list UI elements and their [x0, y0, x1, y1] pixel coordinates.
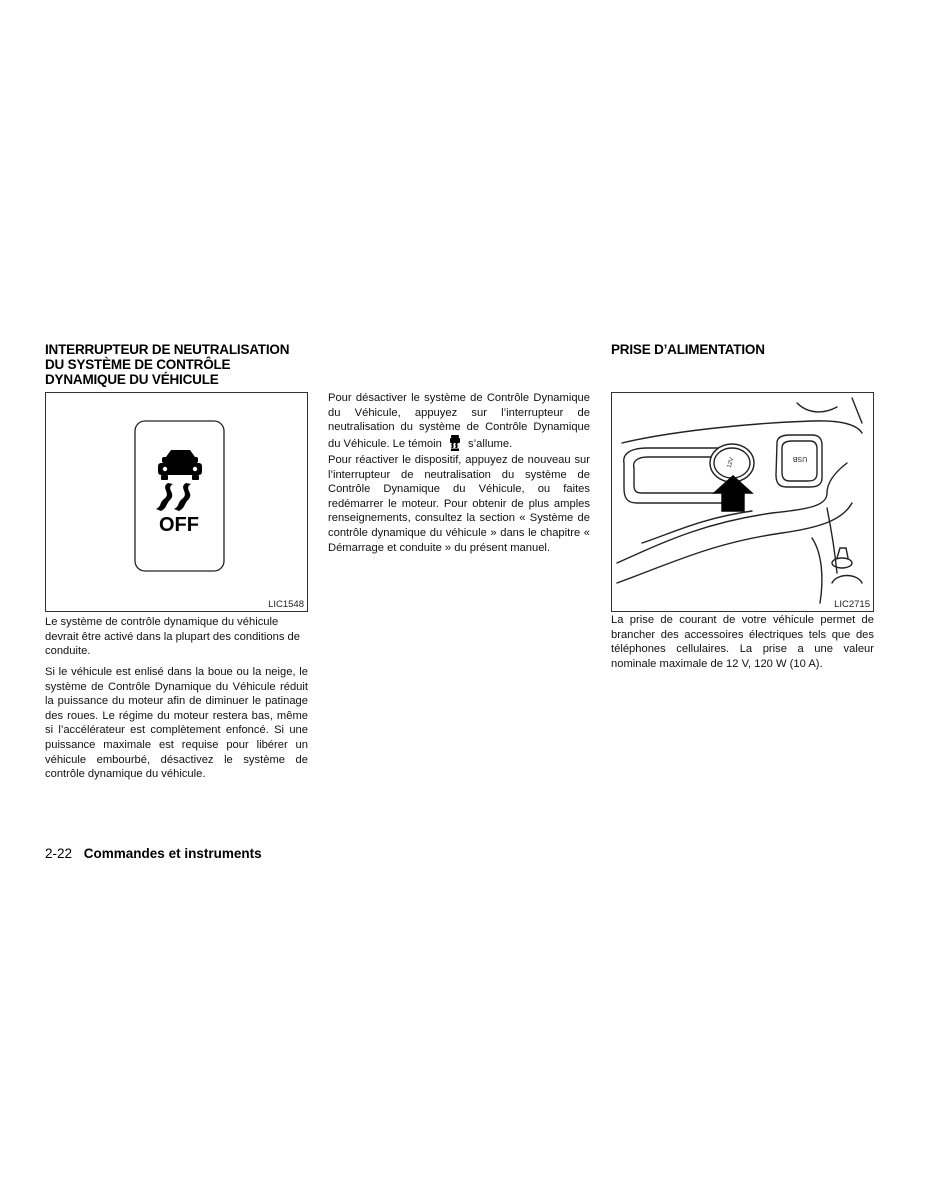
page-number: 2-22: [45, 846, 73, 861]
page-footer: [45, 846, 262, 861]
chapter-title: Commandes et instruments: [83, 846, 262, 861]
left-paragraph-1: Le système de contrôle dynamique du véhicule devrait être activé dans la plupart des conditions de conduite.: [45, 616, 300, 658]
figure-code-lic2715: LIC2715: [834, 599, 870, 610]
left-paragraph-2: Si le véhicule est enlisé dans la boue ou la neige, le système de Contrôle Dynamique du Véhicule réduit la puissance du moteur afin de diminuer le patinage des roues. Le régime du moteur restera bas, même si l’accélérateur est complètement enfoncé. Si une puissance maximale est requise pour libérer un véhicule embourbé, désactivez le système de contrôle dynamique du véhicule.: [45, 666, 308, 781]
heading-line-2: DU SYSTÈME DE CONTRÔLE: [45, 357, 231, 372]
usb-label: USB: [792, 455, 808, 462]
socket-cap-text: 12V: [726, 456, 736, 469]
off-label: OFF: [159, 514, 199, 536]
middle-paragraph-1-end: s’allume.: [468, 437, 513, 450]
right-paragraph: La prise de courant de votre véhicule permet de brancher des accessoires électriques tels que des téléphones cellulaires. La prise a une valeur nominale maximale de 12 V, 120 W (10 A).: [611, 614, 874, 670]
power-outlet-figure: [611, 392, 874, 612]
heading-line-3: DYNAMIQUE DU VÉHICULE: [45, 372, 219, 387]
vdc-off-switch-illustration: [46, 393, 307, 611]
middle-paragraph-1: [328, 391, 590, 451]
vdc-off-switch-heading: [45, 342, 315, 387]
figure-code-lic1548: LIC1548: [268, 599, 304, 610]
middle-paragraph-2: Pour réactiver le dispositif, appuyez de nouveau sur l’interrupteur de neutralisation du système de Contrôle Dynamique du Véhicule, ou faites redémarrer le moteur. Pour obtenir de plus amples renseignements, consultez la section « Système de contrôle dynamique du véhicule » dans le chapitre « Démarrage et conduite » du présent manuel.: [328, 454, 590, 554]
power-outlet-illustration: [612, 393, 873, 611]
middle-paragraph-1-start: Pour désactiver le système de Contrôle Dynamique du Véhicule, appuyez sur l’interrupteur de neutralisation du système de Contrôle Dynamique du Véhicule. Le témoin: [328, 392, 590, 450]
heading-line-1: INTERRUPTEUR DE NEUTRALISATION: [45, 342, 290, 357]
vdc-off-switch-figure: [45, 392, 308, 612]
power-outlet-heading: PRISE D’ALIMENTATION: [611, 342, 765, 357]
vehicle-skid-off-indicator-icon: [448, 435, 462, 451]
